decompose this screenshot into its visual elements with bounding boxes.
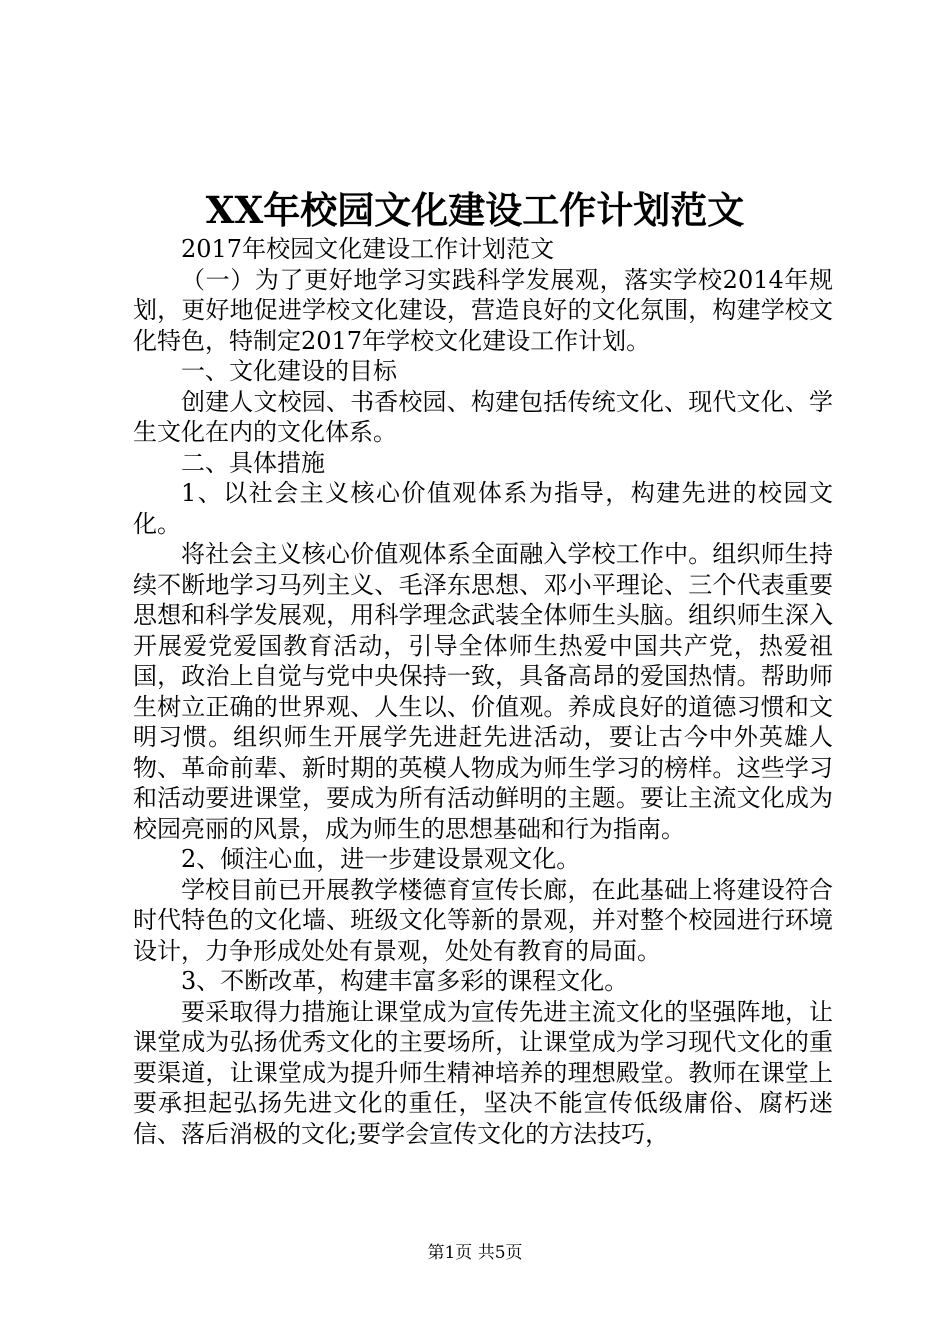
page-footer: 第1页 共5页: [427, 1243, 523, 1263]
heading-measure-1: 1、以社会主义核心价值观体系为指导，构建先进的校园文化。: [133, 479, 833, 538]
paragraph-intro: （一）为了更好地学习实践科学发展观，落实学校2014年规划，更好地促进学校文化建设，营造良好的文化氛围，构建学校文化特色，特制定2017年学校文化建设工作计划。: [133, 265, 833, 355]
paragraph-subtitle: 2017年校园文化建设工作计划范文: [181, 235, 555, 263]
heading-measure-3: 3、不断改革，构建丰富多彩的课程文化。: [181, 967, 629, 995]
heading-measure-2: 2、倾注心血，进一步建设景观文化。: [181, 845, 581, 873]
paragraph-measure-2: 学校目前已开展教学楼德育宣传长廊，在此基础上将建设符合时代特色的文化墙、班级文化等新的景观，并对整个校园进行环境设计，力争形成处处有景观，处处有教育的局面。: [133, 875, 833, 965]
heading-measures: 二、具体措施: [181, 448, 325, 477]
paragraph-goals: 创建人文校园、书香校园、构建包括传统文化、现代文化、学生文化在内的文化体系。: [133, 387, 833, 446]
heading-goals: 一、文化建设的目标: [181, 357, 397, 385]
document-body: [133, 234, 833, 1149]
paragraph-measure-3: 要采取得力措施让课堂成为宣传先进主流文化的坚强阵地，让课堂成为弘扬优秀文化的主要场所，让课堂成为学习现代文化的重要渠道，让课堂成为提升师生精神培养的理想殿堂。教师在课堂上要承担起弘扬先进文化的重任，坚决不能宣传低级庸俗、腐朽迷信、落后消极的文化;要学会宣传文化的方法技巧，: [133, 997, 833, 1148]
paragraph-measure-1: 将社会主义核心价值观体系全面融入学校工作中。组织师生持续不断地学习马列主义、毛泽东思想、邓小平理论、三个代表重要思想和科学发展观，用科学理念武装全体师生头脑。组织师生深入开展爱党爱国教育活动，引导全体师生热爱中国共产党，热爱祖国，政治上自觉与党中央保持一致，具备高昂的爱国热情。帮助师生树立正确的世界观、人生以、价值观。养成良好的道德习惯和文明习惯。组织师生开展学先进赶先进活动，要让古今中外英雄人物、革命前辈、新时期的英模人物成为师生学习的榜样。这些学习和活动要进课堂，要成为所有活动鲜明的主题。要让主流文化成为校园亮丽的风景，成为师生的思想基础和行为指南。: [133, 540, 833, 843]
document-title: XX年校园文化建设工作计划范文: [205, 188, 745, 232]
